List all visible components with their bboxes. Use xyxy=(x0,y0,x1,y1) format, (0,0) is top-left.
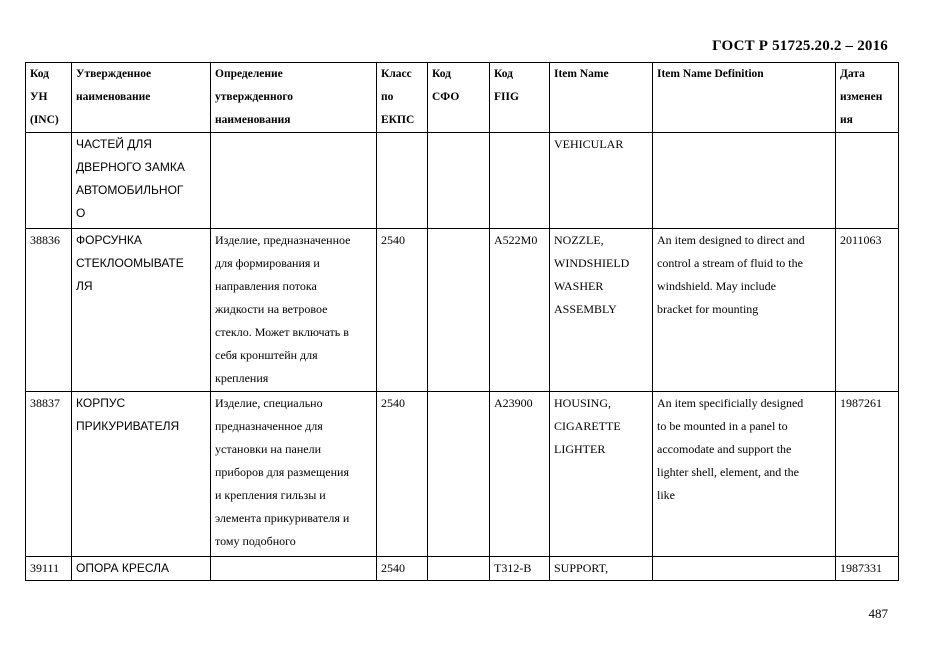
cell-fiig: A23900 xyxy=(490,392,550,557)
cell-date: 1987331 xyxy=(836,557,899,581)
cell-class xyxy=(377,133,428,229)
cell-fiig: T312-B xyxy=(490,557,550,581)
cell-inc: 38837 xyxy=(26,392,72,557)
cell-name-ru: ОПОРА КРЕСЛА xyxy=(72,557,211,581)
table-row xyxy=(26,557,899,581)
column-header-class: Класс по ЕКПС xyxy=(377,63,428,133)
table-row xyxy=(26,392,899,557)
column-header-definition: Определение утвержденного наименования xyxy=(211,63,377,133)
cell-name-ru: ФОРСУНКА СТЕКЛООМЫВАТЕ ЛЯ xyxy=(72,229,211,392)
column-header-inc: Код УН (INC) xyxy=(26,63,72,133)
cell-date xyxy=(836,133,899,229)
document-standard-header: ГОСТ Р 51725.20.2 – 2016 xyxy=(712,38,888,54)
cell-date: 2011063 xyxy=(836,229,899,392)
cell-definition-en: An item specificially designed to be mounted in a panel to accomodate and support the lighter shell, element, and the like xyxy=(653,392,836,557)
nomenclature-table xyxy=(25,62,899,581)
column-header-item-name-definition: Item Name Definition xyxy=(653,63,836,133)
column-header-date: Дата изменен ия xyxy=(836,63,899,133)
cell-definition-ru xyxy=(211,557,377,581)
cell-class: 2540 xyxy=(377,392,428,557)
cell-fiig: A522M0 xyxy=(490,229,550,392)
cell-sfo xyxy=(428,133,490,229)
cell-item-name: HOUSING, CIGARETTE LIGHTER xyxy=(550,392,653,557)
cell-definition-en xyxy=(653,133,836,229)
cell-name-ru: ЧАСТЕЙ ДЛЯ ДВЕРНОГО ЗАМКА АВТОМОБИЛЬНОГ О xyxy=(72,133,211,229)
cell-inc: 39111 xyxy=(26,557,72,581)
cell-item-name: SUPPORT, xyxy=(550,557,653,581)
cell-definition-en xyxy=(653,557,836,581)
cell-item-name: NOZZLE, WINDSHIELD WASHER ASSEMBLY xyxy=(550,229,653,392)
cell-class: 2540 xyxy=(377,557,428,581)
cell-name-ru: КОРПУС ПРИКУРИВАТЕЛЯ xyxy=(72,392,211,557)
column-header-item-name: Item Name xyxy=(550,63,653,133)
cell-definition-ru: Изделие, предназначенное для формирования и направления потока жидкости на ветровое стекло. Может включать в себя кронштейн для крепления xyxy=(211,229,377,392)
table-row xyxy=(26,229,899,392)
column-header-fiig: Код FIIG xyxy=(490,63,550,133)
cell-class: 2540 xyxy=(377,229,428,392)
cell-definition-ru xyxy=(211,133,377,229)
cell-inc: 38836 xyxy=(26,229,72,392)
table-header-row xyxy=(26,63,899,133)
cell-sfo xyxy=(428,392,490,557)
column-header-approved-name: Утвержденное наименование xyxy=(72,63,211,133)
cell-date: 1987261 xyxy=(836,392,899,557)
cell-sfo xyxy=(428,229,490,392)
page-number: 487 xyxy=(868,606,888,621)
cell-definition-ru: Изделие, специально предназначенное для установки на панели приборов для размещения и крепления гильзы и элемента прикуривателя и тому подобного xyxy=(211,392,377,557)
cell-fiig xyxy=(490,133,550,229)
table-row xyxy=(26,133,899,229)
cell-item-name: VEHICULAR xyxy=(550,133,653,229)
cell-inc xyxy=(26,133,72,229)
column-header-sfo: Код СФО xyxy=(428,63,490,133)
cell-sfo xyxy=(428,557,490,581)
cell-definition-en: An item designed to direct and control a stream of fluid to the windshield. May include bracket for mounting xyxy=(653,229,836,392)
